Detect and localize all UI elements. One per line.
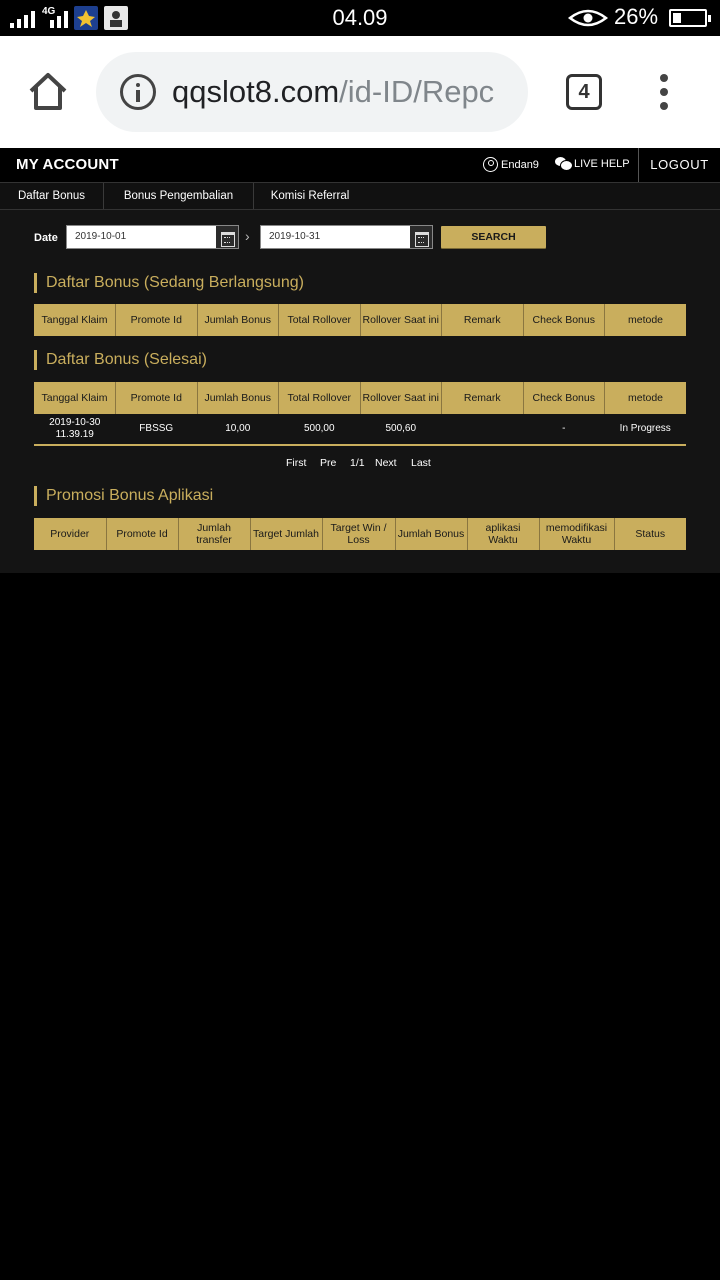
url-text[interactable]	[172, 72, 508, 112]
start-date-field[interactable]	[66, 225, 239, 249]
column-header[interactable]: Jumlah Bonus	[197, 382, 279, 414]
column-header[interactable]: Jumlah transfer	[178, 518, 250, 550]
url-path: /id-ID/Repc	[339, 74, 495, 109]
logout-button[interactable]: LOGOUT	[638, 148, 720, 182]
eye-comfort-icon	[568, 8, 608, 28]
column-header[interactable]: Tanggal Klaim	[34, 304, 116, 336]
column-header[interactable]: Promote Id	[106, 518, 178, 550]
column-header[interactable]: Status	[614, 518, 686, 550]
user-profile-link[interactable]	[483, 157, 539, 172]
cell-jumlah-bonus: 10,00	[197, 414, 279, 445]
column-header[interactable]: metode	[605, 382, 687, 414]
live-help-link[interactable]	[555, 157, 630, 170]
column-header[interactable]: Jumlah Bonus	[197, 304, 279, 336]
url-domain: qqslot8.com	[172, 74, 340, 109]
pager-first[interactable]: First	[286, 457, 307, 469]
ongoing-bonus-table	[34, 304, 686, 336]
pager-current-page: 1/1	[350, 457, 365, 469]
date-label: Date	[34, 232, 58, 244]
sub-nav	[0, 182, 720, 210]
chat-icon	[555, 157, 571, 170]
home-icon[interactable]	[26, 70, 70, 114]
tab-switcher-button[interactable]: 4	[566, 74, 602, 110]
start-date-value: 2019-10-01	[75, 231, 127, 242]
section-title-finished: Daftar Bonus (Selesai)	[34, 350, 207, 370]
column-header[interactable]: Target Win / Loss	[322, 518, 395, 550]
column-header[interactable]: Total Rollover	[279, 382, 361, 414]
browser-menu-icon[interactable]	[656, 74, 672, 110]
promo-bonus-table	[34, 518, 686, 550]
table-row	[34, 414, 686, 445]
address-bar[interactable]	[96, 52, 528, 132]
column-header[interactable]: Target Jumlah	[250, 518, 322, 550]
live-help-label: LIVE HELP	[574, 157, 630, 170]
section-title-promo: Promosi Bonus Aplikasi	[34, 486, 213, 506]
column-header[interactable]: Rollover Saat ini	[360, 304, 442, 336]
battery-percent: 26%	[614, 4, 659, 29]
column-header[interactable]: Check Bonus	[523, 382, 605, 414]
tab-daftar-bonus[interactable]: Daftar Bonus	[0, 183, 104, 209]
pagination	[0, 457, 720, 471]
column-header[interactable]: Provider	[34, 518, 106, 550]
claim-date: 2019-10-30	[49, 416, 101, 428]
search-button[interactable]: SEARCH	[441, 226, 546, 248]
column-header[interactable]: Rollover Saat ini	[360, 382, 442, 414]
column-header[interactable]: Promote Id	[116, 382, 198, 414]
pager-next[interactable]: Next	[375, 457, 397, 469]
empty-page-area	[0, 573, 720, 1280]
calendar-icon[interactable]	[410, 226, 432, 248]
site-info-icon[interactable]	[120, 74, 156, 110]
user-icon	[483, 157, 498, 172]
column-header[interactable]: Tanggal Klaim	[34, 382, 116, 414]
account-page	[0, 148, 720, 573]
status-bar	[0, 0, 720, 36]
clock: 04.09	[332, 5, 388, 30]
cell-promote-id: FBSSG	[116, 414, 198, 445]
top-nav	[0, 148, 720, 182]
column-header[interactable]: Check Bonus	[523, 304, 605, 336]
column-header[interactable]: memodifikasi Waktu	[539, 518, 614, 550]
pager-prev[interactable]: Pre	[320, 457, 337, 469]
cell-check-bonus[interactable]: -	[523, 414, 605, 445]
section-title-ongoing: Daftar Bonus (Sedang Berlangsung)	[34, 273, 304, 293]
claim-time: 11.39.19	[55, 429, 94, 440]
cell-rollover-saat-ini: 500,60	[360, 414, 442, 445]
end-date-field[interactable]	[260, 225, 433, 249]
chevron-right-icon: ›	[245, 228, 250, 244]
cell-remark	[442, 414, 524, 445]
cell-tanggal-klaim	[34, 414, 116, 445]
pager-last[interactable]: Last	[411, 457, 431, 469]
battery-level-fill	[673, 13, 681, 23]
end-date-value: 2019-10-31	[269, 231, 321, 242]
column-header[interactable]: Jumlah Bonus	[395, 518, 467, 550]
cell-metode: In Progress	[605, 414, 687, 445]
calendar-icon[interactable]	[216, 226, 238, 248]
browser-toolbar	[0, 36, 720, 148]
column-header[interactable]: metode	[605, 304, 687, 336]
tab-komisi-referral[interactable]: Komisi Referral	[270, 190, 350, 202]
column-header[interactable]: aplikasi Waktu	[467, 518, 539, 550]
tab-bonus-pengembalian[interactable]: Bonus Pengembalian	[104, 183, 254, 209]
network-type: 4G	[42, 6, 56, 17]
page-title: MY ACCOUNT	[16, 156, 119, 173]
column-header[interactable]: Total Rollover	[279, 304, 361, 336]
column-header[interactable]: Promote Id	[116, 304, 198, 336]
column-header[interactable]: Remark	[442, 382, 524, 414]
column-header[interactable]: Remark	[442, 304, 524, 336]
battery-icon	[669, 9, 707, 27]
finished-bonus-table	[34, 382, 686, 446]
username: Endan9	[501, 158, 539, 171]
cell-total-rollover: 500,00	[279, 414, 361, 445]
